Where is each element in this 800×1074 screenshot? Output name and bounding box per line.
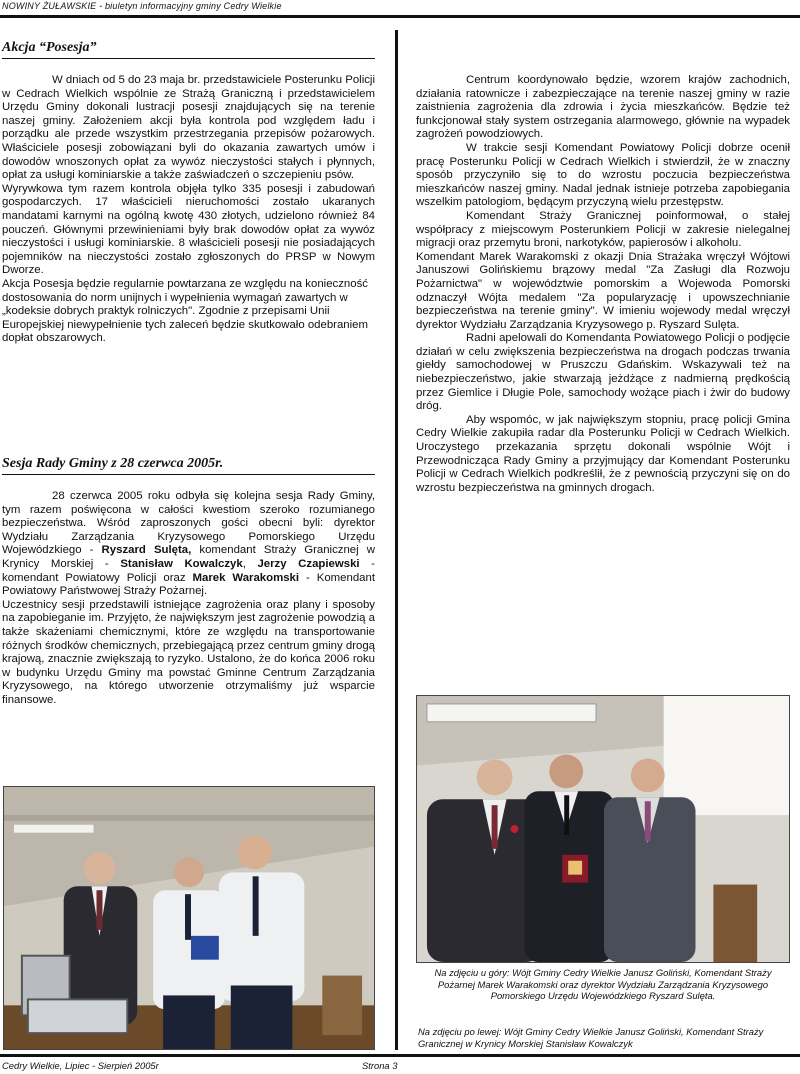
right-column-body (416, 74, 790, 495)
article1-body (2, 74, 375, 346)
text-run: - komendant Powiatowy Policji oraz (2, 557, 375, 584)
page-header (0, 0, 800, 18)
text-run: - Komendant Powiatowy Państwowej Straży Pożarnej. (2, 571, 376, 598)
article1-title-rule (2, 58, 375, 59)
caption-top-photo: Na zdjęciu u góry: Wójt Gminy Cedry Wielkie Janusz Goliński, Komendant Straży Pożarnej Marek Warakomski oraz dyrektor Wydziału Zarządzania Kryzysowego Pomorskiego Urzędu Wojewódzkiego Ryszard Sulęta. (434, 967, 772, 1002)
header-text: NOWINY ŻUŁAWSKIE - biuletyn informacyjny gminy Cedry Wielkie (2, 1, 282, 11)
text-run: komendant Straży Granicznej w Krynicy Morskiej - (2, 544, 375, 570)
article2-title: Sesja Rady Gminy z 28 czerwca 2005r. (2, 456, 224, 471)
text-run: 28 czerwca 2005 roku odbyła się kolejna sesja Rady Gminy, tym razem poświęcona w całości kwestiom szeroko rozumianego bezpieczeństwa. Wśród zaproszonych gości obecni byli: dyrektor Wydziału Zarządzania Kryzysowego Pomorskiego Urzędu Wojewódzkiego - (2, 490, 375, 557)
article2-paragraph: Uczestnicy sesji przedstawili istniejące zagrożenia oraz plany i sposoby na zapobieganie im. Przyjęto, że największym jest zagrożenie powodzią a także skażeniami chemicznymi, które ze względu na transportowanie różnych środków chemicznych, przebiegającą przez centrum gminy drogą krajową, znacznie zwiększają to ryzyko. Ustalono, że do końca 2006 roku w budynku Urzędu Gminy ma powstać Gminne Centrum Zarządzania Kryzysowego, na którego utworzenie otrzymaliśmy już wsparcie finansowe. (2, 598, 375, 706)
photo-right (416, 695, 790, 963)
article1-title: Akcja “Posesja” (2, 40, 97, 55)
caption-left-photo: Na zdjęciu po lewej: Wójt Gminy Cedry Wielkie Janusz Goliński, Komendant Straży Granicznej w Krynicy Morskiej Stanisław Kowalczyk (418, 1026, 764, 1049)
page-footer (0, 1052, 800, 1074)
right-paragraph: W trakcie sesji Komendant Powiatowy Policji dobrze ocenił pracę Posterunku Policji w Cedrach Wielkich i stwierdził, że w znaczny sposób przyczyniło się to do wzrostu poczucia bezpieczeństwa mieszkańców naszej gminy. Nadal jednak istnieje potrzeba zapobiegania wszelkim patologiom, będącym przyczyną wielu przestępstw. (416, 141, 790, 209)
right-paragraph: Radni apelowali do Komendanta Powiatowego Policji o podjęcie działań w celu zwiększenia bezpieczeństwa na drogach podczas trwania giełdy samochodowej w Pruszczu Gdańskim. Wskazywali też na niebezpieczeństwo, jakie stwarzają jeżdżące z nadmierną prędkością przez Giemlice i Długie Pole, samochody wożące piach i żwir do budowy dróg. (416, 332, 790, 413)
guest-name: Stanisław Kowalczyk (120, 557, 243, 570)
footer-issue: Cedry Wielkie, Lipiec - Sierpień 2005r (2, 1060, 159, 1071)
photo-left (3, 786, 375, 1050)
article2-paragraph (2, 490, 375, 599)
guest-name: Ryszard Sulęta, (101, 544, 192, 557)
right-paragraph: Komendant Marek Warakomski z okazji Dnia Strażaka wręczył Wójtowi Januszowi Golińskiemu brązowy medal "Za Zasługi dla Rozwoju Pożarnictwa" w województwie pomorskim a Wojewoda Pomorski odznaczył Wójta medalem "Za popularyzację i upowszechnianie bezpieczeństwa na terenie gminy". W imieniu wojewody medal wręczył dyrektor Wydziału Zarządzania Kryzysowego p. Ryszard Sulęta. (416, 250, 790, 331)
right-paragraph: Aby wspomóc, w jak największym stopniu, pracę policji Gmina Cedry Wielkie zakupiła radar dla Posterunku Policji w Cedrach Wielkich. Uroczystego przekazania sprzętu dokonali wspólnie Wójt i Przewodnicząca Rady Gminy a przyjmujący dar Komendant Posterunku Policji w Cedrach Wielkich podkreślił, że z pewnością przyczyni się on do wzrostu bezpieczeństwa na gminnych drogach. (416, 413, 790, 494)
guest-name: Marek Warakomski (192, 571, 300, 584)
article1-paragraph: W dniach od 5 do 23 maja br. przedstawiciele Posterunku Policji w Cedrach Wielkich wspólnie ze Strażą Graniczną i przedstawicielem Urzędu Gminy dokonali lustracji posesji znajdujących się na terenie naszej gminy. Założeniem akcji była kontrola pod względem ładu i porządku ale przede wszystkim przestrzegania przepisów pożarowych. Właściciele posesji zobowiązani byli do okazania zawartych umów i dowodów wnoszonych opłat za wywóz nieczystości stałych i płynnych, opłat za usługi kominiarskie a także zaświadczeń o szczepieniu psów. (2, 74, 375, 182)
header-rule (0, 15, 800, 18)
footer-rule (0, 1054, 800, 1057)
right-paragraph: Centrum koordynowało będzie, wzorem krajów zachodnich, działania ratownicze i zabezpieczające na terenie naszej gminy w razie zaistnienia zagrożenia dla zdrowia i życia mieszkańców. Będzie też funkcjonował stały system ostrzegania alarmowego, głównie na wypadek zagrożeń powodziowych. (416, 74, 790, 141)
guest-name: Jerzy Czapiewski (257, 557, 360, 570)
article2-title-rule (2, 474, 375, 475)
column-divider (395, 30, 398, 1050)
article1-paragraph: Wyrywkowa tym razem kontrola objęła tylko 335 posesji i zabudowań gospodarczych. 17 właścicieli nieruchomości zostało ukaranych mandatami karnymi na ogólną kwotę 430 złotych, udzielono również 84 pouczeń. Głównymi przewinieniami były brak dowodów opłat za wywóz nieczystości i usługi kominiarskie. 8 właścicieli posesji nie posiadających pojemników na nieczystości zostało zgłoszonych do PRSP w Nowym Dworze. (2, 182, 375, 277)
article2-body (2, 490, 375, 708)
right-paragraph: Komendant Straży Granicznej poinformował, o stałej współpracy z miejscowym Posterunkiem Policji w zakresie nielegalnej migracji oraz przemytu broni, narkotyków, papierosów i alkoholu. (416, 209, 790, 250)
page-number: Strona 3 (362, 1060, 398, 1071)
article1-paragraph: Akcja Posesja będzie regularnie powtarzana ze względu na konieczność dostosowania do norm unijnych i wypełnienia wymagań zawartych w „kodeksie dobrych praktyk rolniczych". Zgodnie z przepisami Unii Europejskiej niewypełnienie tych zaleceń będzie skutkowało odebraniem dopłat obszarowych. (2, 277, 368, 345)
text-run: , (242, 557, 258, 570)
